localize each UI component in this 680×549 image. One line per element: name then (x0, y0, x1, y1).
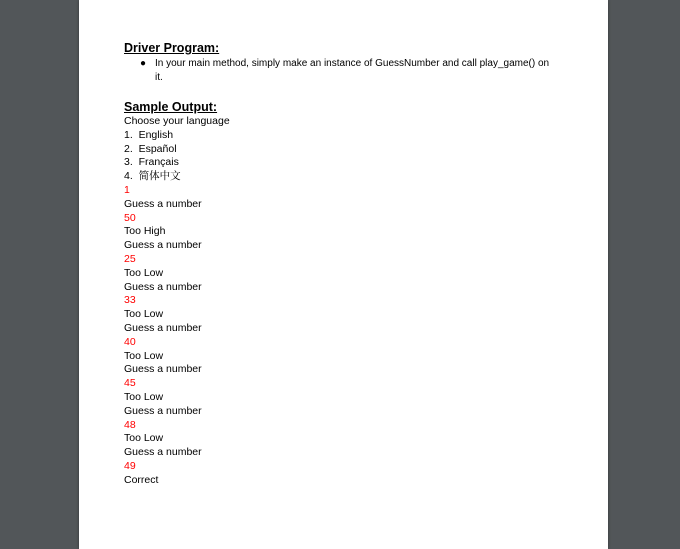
program-output-line: Guess a number (124, 239, 202, 252)
user-input-line: 33 (124, 294, 136, 307)
program-output-line: Too Low (124, 349, 164, 362)
user-input-line: 48 (124, 418, 136, 431)
document-page (79, 0, 608, 549)
user-input-line: 25 (124, 252, 136, 265)
program-output-line: Choose your language (124, 115, 230, 127)
page-content (124, 41, 584, 488)
user-input-line: 1 (124, 183, 130, 196)
list-item (124, 57, 555, 85)
program-output-line: Guess a number (124, 197, 202, 210)
program-output-line: Too High (124, 225, 166, 238)
program-output-line: 4. 简体中文 (124, 170, 181, 183)
user-input-line: 45 (124, 377, 136, 390)
user-input-line: 49 (124, 459, 136, 472)
driver-bullet-list (124, 57, 584, 85)
program-output-line: 3. Français (124, 156, 179, 169)
program-output-line: Too Low (124, 390, 164, 403)
program-output-line: 1. English (124, 128, 174, 141)
sample-output-heading: Sample Output: (124, 100, 218, 114)
program-output-line: Guess a number (124, 363, 202, 376)
program-output-line: Too Low (124, 308, 164, 321)
program-output-line: Guess a number (124, 446, 202, 459)
program-output-line: Guess a number (124, 404, 202, 417)
user-input-line: 40 (124, 335, 136, 348)
program-output-line: Too Low (124, 266, 164, 279)
program-output-line: 2. Español (124, 142, 177, 155)
program-output-line: Too Low (124, 432, 164, 445)
driver-instruction-text: In your main method, simply make an instance of GuessNumber and call play_game() on it. (155, 58, 550, 83)
program-output-line: Correct (124, 473, 159, 486)
sample-output-block (124, 115, 584, 488)
bullet-icon: ● (140, 58, 147, 69)
driver-program-heading: Driver Program: (124, 41, 220, 55)
program-output-line: Guess a number (124, 280, 202, 293)
program-output-line: Guess a number (124, 321, 202, 334)
user-input-line: 50 (124, 211, 136, 224)
